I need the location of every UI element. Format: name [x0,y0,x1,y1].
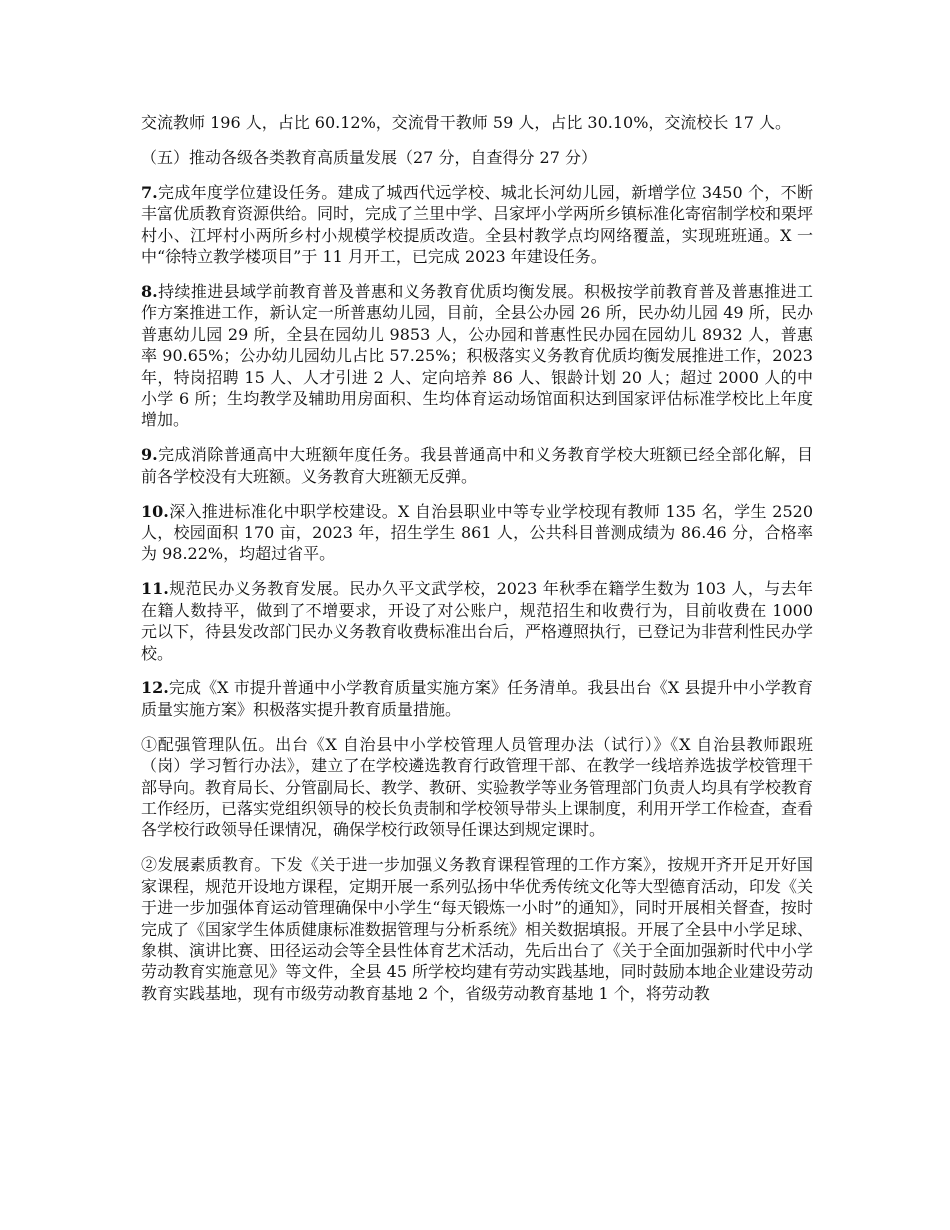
paragraph-text: ①配强管理队伍。出台《X 自治县中小学校管理人员管理办法（试行）》《X 自治县教师跟班（岗）学习暂行办法》，建立了在学校遴选教育行政管理干部、在教学一线培养选拔学校管理干部导向。教育局长、分管副局长、教学、教研、实验教学等业务管理部门负责人均具有学校教育工作经历，已落实党组织领导的校长负责制和学校领导带头上课制度，利用开学工作检查，查看各学校行政领导任课情况，确保学校行政领导任课达到规定课时。 [141,734,814,840]
paragraph-teacher-exchange [141,112,813,133]
paragraph-text: 深入推进标准化中职学校建设。X 自治县职业中等专业学校现有教师 135 名，学生 2520 人，校园面积 170 亩，2023 年，招生学生 861 人，公共科目普测成绩为 86.46 分，合格率为 98.22%，均超过省平。 [141,501,813,564]
paragraph-text: 完成消除普通高中大班额年度任务。我县普通高中和义务教育学校大班额已经全部化解，目前各学校没有大班额。义务教育大班额无反弹。 [141,445,813,486]
paragraph-text: 完成年度学位建设任务。建成了城西代远学校、城北长河幼儿园，新增学位 3450 个，不断丰富优质教育资源供给。同时，完成了兰里中学、吕家坪小学两所乡镇标准化寄宿制学校和栗坪村小、江坪村小两所乡村小规模学校提质改造。全县村教学点均网络覆盖，实现班班通。X 一中“徐特立教学楼项目”于 11 月开工，已完成 2023 年建设任务。 [141,182,814,267]
paragraph-item-7 [141,182,813,268]
paragraph-text: ②发展素质教育。下发《关于进一步加强义务教育课程管理的工作方案》，按规开齐开足开好国家课程，规范开设地方课程，定期开展一系列弘扬中华优秀传统文化等大型德育活动，印发《关于进一步加强体育运动管理确保中小学生“每天锻炼一小时”的通知》，同时开展相关督查，按时完成了《国家学生体质健康标准数据管理与分析系统》相关数据填报。开展了全县中小学足球、象棋、演讲比赛、田径运动会等全县性体育艺术活动，先后出台了《关于全面加强新时代中小学劳动教育实施意见》等文件，全县 45 所学校均建有劳动实践基地，同时鼓励本地企业建设劳动教育实践基地，现有市级劳动教育基地 2 个，省级劳动教育基地 1 个，将劳动教 [141,855,814,1003]
paragraph-text: 规范民办义务教育发展。民办久平文武学校，2023 年秋季在籍学生数为 103 人，与去年在籍人数持平，做到了不增要求，开设了对公账户，规范招生和收费行为，目前收费在 1000 元以下，待县发改部门民办义务教育收费标准出台后，严格遵照执行，已登记为非营利性民办学校。 [141,579,814,663]
item-number: 11. [141,579,169,599]
section-heading-five [141,147,813,168]
item-number: 12. [141,678,169,698]
paragraph-management-team [141,734,813,841]
paragraph-text: 交流教师 196 人，占比 60.12%，交流骨干教师 59 人，占比 30.10%，交流校长 17 人。 [141,113,791,132]
item-number: 10. [141,501,169,521]
item-number: 7. [141,182,158,202]
paragraph-item-10 [141,501,813,565]
document-page [141,112,813,1018]
paragraph-item-11 [141,578,813,664]
paragraph-text: 持续推进县域学前教育普及普惠和义务教育优质均衡发展。积极按学前教育普及普惠推进工作方案推进工作，新认定一所普惠幼儿园，目前，全县公办园 26 所，民办幼儿园 49 所，民办普惠幼儿园 29 所，全县在园幼儿 9853 人，公办园和普惠性民办园在园幼儿 8932 人，普惠率 90.65%；公办幼儿园幼儿占比 57.25%；积极落实义务教育优质均衡发展推进工作，2023 年，特岗招聘 15 人、人才引进 2 人、定向培养 86 人、银龄计划 20 人；超过 2000 人的中小学 6 所；生均教学及辅助用房面积、生均体育运动场馆面积达到国家评估标准学校比上年度增加。 [141,281,813,430]
paragraph-item-8 [141,281,813,431]
paragraph-item-12 [141,677,813,720]
paragraph-quality-education [141,854,813,1004]
paragraph-text: 完成《X 市提升普通中小学教育质量实施方案》任务清单。我县出台《X 县提升中小学教育质量实施方案》积极落实提升教育质量措施。 [141,678,813,719]
item-number: 8. [141,281,158,301]
heading-text: （五）推动各级各类教育高质量发展（27 分，自查得分 27 分） [141,147,597,167]
item-number: 9. [141,445,158,465]
paragraph-item-9 [141,444,813,487]
